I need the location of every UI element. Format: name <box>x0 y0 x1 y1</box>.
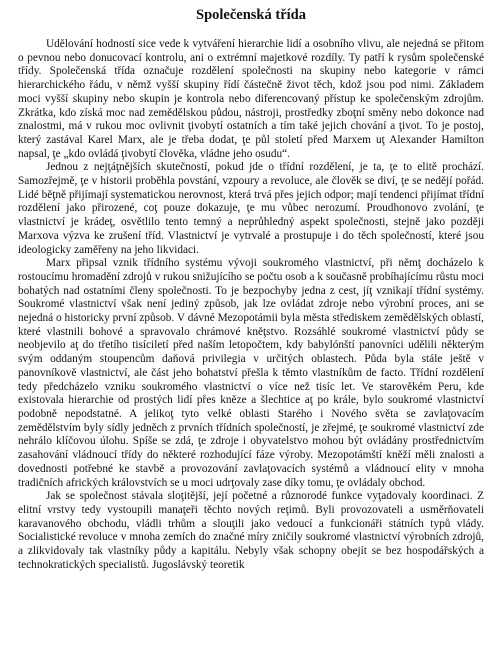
paragraph-3: Marx připsal vznik třídního systému vývoji soukromého vlastnictví, při němţ docházelo k rostoucímu hromadění zdrojů v rukou snižujícího se počtu osob a k současně probíhajícímu růstu moci bohatých nad ostatními členy společnosti. To je bezpochyby jedna z cest, jíţ vznikají třídní systémy. Soukromé vlastnictví však není jediný způsob, jak lze ovládat zdroje nebo výrobní proces, ani se nejedná o historicky první způsob. V dávné Mezopotámii byla města střediskem zemědělských oblastí, které vlastnili bohové a spravovalo chrámové kněţstvo. Rozsáhlé soukromé vlastnictví půdy se neobjevilo aţ do třetího tisíciletí před naším letopočtem, kdy babylónští panovníci udělili některým svým oddaným stoupencům daňová privilegia v určitých oblastech. Půda byla stále ještě v panovníkově vlastnictví, ale část jeho bohatství přešla k těmto vlastníkům de facto. Třídní rozdělení tedy předcházelo vzniku soukromého vlastnictví o více než tisíc let. Ve starověkém Peru, kde existovala hierarchie od prostých lidí přes kněze a šlechtice aţ po krále, bylo soukromé vlastnictví podobně nepodstatné. A jelikoţ tyto velké oblasti Starého i Nového světa se zavlaţovacím zemědělstvím byly sídly jedněch z prvních třídních společností, je zřejmé, ţe soukromé vlastnictví zde nehrálo klíčovou úlohu. Spíše se zdá, ţe zdroje i obyvatelstvo mohou být ovládány prostřednictvím zasahování vládnoucí třídy do některé rozhodující fáze výroby. Mezopotámští kněží měli znalosti a dovednosti potřebné ke stavbě a provozování zavlaţovacích systémů a vládnoucí elity v mnoha tradičních afrických královstvích se u moci udrţovaly zase díky tomu, ţe ovládaly obchod. <box>18 257 484 489</box>
paragraph-4: Jak se společnost stávala sloţitější, její početné a různorodé funkce vyţadovaly koordinaci. Z elitní vrstvy tedy vystoupili manaţeři těchto nových reţimů. Byli provozovateli a usměrňovateli karavanového obchodu, vládli trhům a slouţili jako vedoucí a funkcionáři státních typů vlády. Socialistické revoluce v mnoha zemích do značné míry zničily soukromé vlastnictví výrobních zdrojů, a zlikvidovaly tak vlastníky půdy a kapitálu. Nebyly však schopny obejít se bez hospodářských a technokratických specialistů. Jugoslávský teoretik <box>18 490 484 571</box>
paragraph-2: Jednou z nejţáţnějších skutečností, pokud jde o třídní rozdělení, je ta, ţe to elitě prochází. Samozřejmě, ţe v historii proběhla povstání, vzpoury a revoluce, ale člověk se diví, ţe se nedějí pořád. Lidé běţně přijímají systematickou nerovnost, která trvá přes jejich odpor; mají tendenci přijímat třídní rozdělení jako přirozené, coţ pouze dokazuje, ţe mu vůbec nerozumí. Proudhonovo zvolání, ţe vlastnictví je krádeţ, osvětlilo tento temný a neprůhledný aspekt společnosti, stejně jako později Marxova výzva ke zrušení tříd. Vlastnictví je vytrvalé a prostupuje i do těch společností, které jsou ideologicky zaměřeny na jeho likvidaci. <box>18 161 484 256</box>
document-title: Společenská třída <box>196 7 306 23</box>
paragraph-1: Udělování hodností sice vede k vytváření hierarchie lidí a osobního vlivu, ale nejedná se přitom o pevnou nebo donucovací kontrolu, ani o extrémní majetkové rozdíly. Ty patří k rysům společenské třídy. Společenská třída označuje rozdělení společnosti na skupiny nebo kategorie v rámci hierarchického řádu, v němž vyšší skupiny řídí částečně život těch, kdož jsou pod nimi. Základem moci vyšší skupiny nebo skupin je kontrola nebo diferencovaný přístup ke společenským zdrojům. Zkrátka, kdo získá moc nad zemědělskou půdou, nástroji, prostředky zboţní směny nebo dokonce nad znalostmi, má v rukou moc ovlivnit ţivobytí ostatních a tím také jejich chování a ţivot. To je postoj, který zastával Karel Marx, ale je třeba dodat, ţe půl století před Marxem uţ Alexander Hamilton napsal, ţe „kdo ovládá ţivobytí člověka, vládne jeho osudu“. <box>18 38 484 160</box>
document-page <box>18 6 484 572</box>
